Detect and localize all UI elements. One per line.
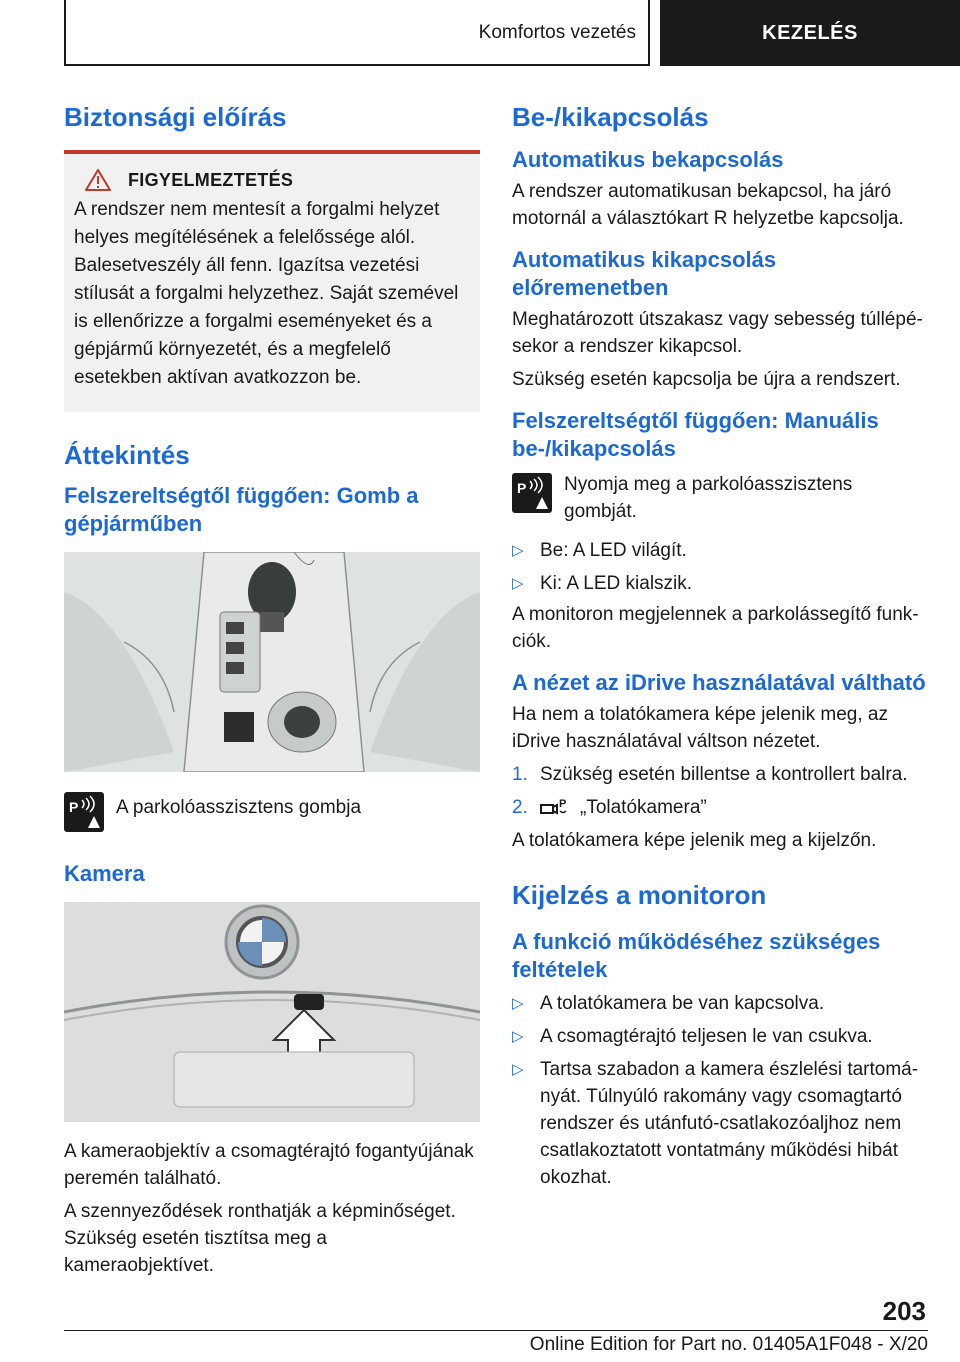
triangle-bullet-icon: ▷ [512,995,524,1012]
display-heading: Kijelzés a monitoron [512,880,767,910]
warning-triangle-icon [84,168,112,192]
warning-text: A rendszer nem mentesít a forgalmi helyzet helyes megítélésének a felelőssége alól. Balesetveszély áll fenn. Igazítsa vezetési stílusát a forgalmi helyzethez. Saját szemével is ellenőrizze a forgalmi eseményeket és a gépjármű környezetét, és a megfelelő esetekben aktívan avatkozzon be. [74,199,459,388]
svg-text:P: P [517,480,527,496]
triangle-bullet-icon: ▷ [512,542,524,559]
led-list [512,537,926,597]
camera-heading: Kamera [64,861,145,886]
footer-edition: Online Edition for Part no. 01405A1F048 - X/20 [529,1334,928,1355]
camera-text-2: A szennyeződések ronthatják a képminőséget. Szükség esetén tisztítsa meg a kameraobjektívet. [64,1201,456,1276]
camera-location-illustration [64,902,480,1122]
left-column [64,100,480,1279]
header-separator [648,0,650,66]
page-number: 203 [882,1296,926,1326]
conditions-heading: A funkció működéséhez szükséges feltételek [512,929,881,982]
triangle-bullet-icon: ▷ [512,1028,524,1045]
list-item: 1. Szükség esetén billentse a kontrollert balra. [512,764,908,785]
auto-on-heading: Automatikus bekapcsolás [512,147,784,172]
rear-camera-icon [540,795,570,819]
list-item: ▷ A tolatókamera be van kapcsolva. [512,990,926,1017]
manual-row [512,473,926,525]
manual-text-2: A monitoron megjelennek a parkolássegítő funkciók. [512,604,919,652]
svg-text:P: P [559,798,567,810]
svg-text:P: P [69,799,79,815]
parking-assistant-icon [64,792,104,832]
auto-off-text-1: Meghatározott útszakasz vagy sebesség túllépésekor a rendszer kikapcsol. [512,309,923,357]
auto-off-heading: Automatikus kikapcsolás előremenetben [512,247,777,300]
auto-off-text-2: Szükség esetén kapcsolja be újra a rendszert. [512,369,901,390]
parking-assistant-icon [512,473,552,513]
button-caption: A parkolóasszisztens gombja [116,797,362,818]
list-item: ▷ Tartsa szabadon a kamera észlelési tartományát. Túlnyúló rakomány vagy csomagtartó rendszer és utánfutó-csatlakozóaljhoz nem csatlakoztatott vontatmány működési hibát okozhat. [512,1056,926,1191]
overview-heading: Áttekintés [64,440,190,470]
camera-location-image [64,902,480,1122]
idrive-result: A tolatókamera képe jelenik meg a kijelzőn. [512,830,877,851]
warning-title [84,168,470,192]
list-item: ▷ Be: A LED világít. [512,537,926,564]
onoff-heading: Be-/kikapcsolás [512,102,709,132]
auto-on-text: A rendszer automatikusan bekapcsol, ha járó motornál a választókart R helyzetbe kapcsolja. [512,181,904,229]
list-item: ▷ A csomagtérajtó teljesen le van csukva. [512,1023,926,1050]
idrive-text: Ha nem a tolatókamera képe jelenik meg, az iDrive használatával váltson nézetet. [512,704,888,752]
list-item: 2. P „Tolatókamera” [512,797,707,818]
idrive-heading: A nézet az iDrive használatával váltható [512,670,926,695]
list-item: ▷ Ki: A LED kialszik. [512,570,926,597]
warning-box [64,150,480,412]
safety-heading: Biztonsági előírás [64,102,287,132]
manual-text: Nyomja meg a parkolóasszisztens gombját. [564,474,853,522]
center-console-illustration [64,552,480,772]
manual-heading: Felszereltségtől függően: Manuális be-/kikapcsolás [512,408,879,461]
button-caption-row [64,792,480,832]
footer-rule [64,1330,928,1331]
header-chapter-tab: KEZELÉS [660,0,960,66]
camera-text-1: A kameraobjektív a csomagtérajtó fogantyújának peremén található. [64,1141,474,1189]
idrive-steps [512,761,926,821]
center-console-image [64,552,480,772]
header-bottom-rule [64,64,648,66]
warning-title-text: FIGYELMEZTETÉS [128,169,294,190]
triangle-bullet-icon: ▷ [512,1061,524,1078]
button-heading: Felszereltségtől függően: Gomb a gépjárműben [64,483,419,536]
right-column [512,100,926,1191]
header-section-title: Komfortos vezetés [478,22,636,43]
conditions-list [512,990,926,1191]
triangle-bullet-icon: ▷ [512,575,524,592]
